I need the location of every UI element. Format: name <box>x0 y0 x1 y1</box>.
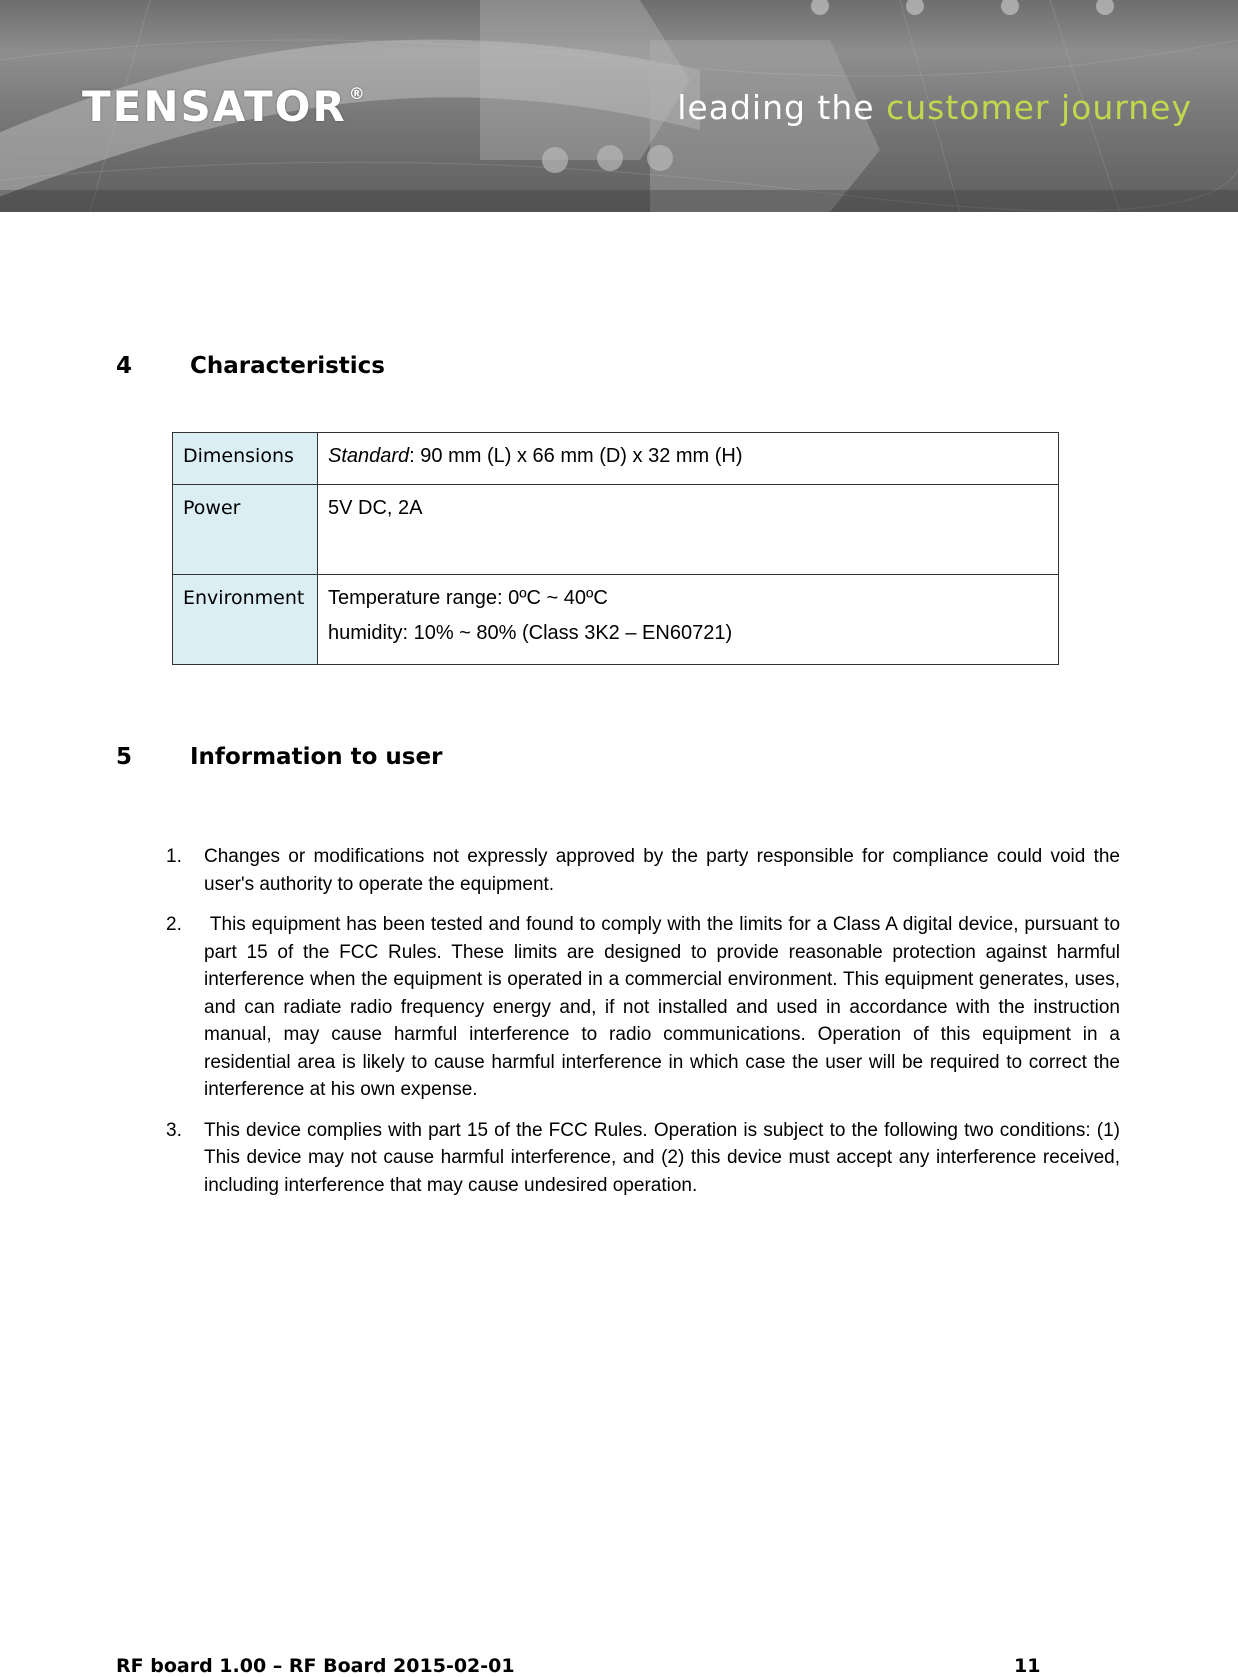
slogan <box>677 88 1192 127</box>
user-information-list <box>166 843 1126 1212</box>
list-item-text: Changes or modifications not expressly approved by the party responsible for compliance could void the user's authority to operate the equipment. <box>204 846 1120 895</box>
list-item-text: This device complies with part 15 of the FCC Rules. Operation is subject to the following two conditions: (1) This device may not cause harmful interference, and (2) this device must accept any interference received, including interference that may cause undesired operation. <box>204 1119 1120 1196</box>
environment-temperature: Temperature range: 0ºC ~ 40ºC <box>328 587 608 609</box>
environment-humidity: humidity: 10% ~ 80% (Class 3K2 – EN60721) <box>328 622 733 644</box>
list-item-number: 3. <box>166 1119 182 1141</box>
section-number: 5 <box>116 744 133 770</box>
footer-document-title: RF board 1.00 – RF Board 2015-02-01 <box>116 1655 515 1677</box>
list-item-number: 1. <box>166 846 182 867</box>
slogan-green-part: customer journey <box>886 88 1192 127</box>
dimensions-text: : 90 mm (L) x 66 mm (D) x 32 mm (H) <box>409 445 743 467</box>
power-label: Power <box>173 485 318 575</box>
environment-value <box>318 575 1059 665</box>
table-row <box>173 433 1059 485</box>
power-value: 5V DC, 2A <box>318 485 1059 575</box>
table-row <box>173 485 1059 575</box>
section-title: Information to user <box>190 744 443 770</box>
logo-text: TENSATOR <box>82 82 347 131</box>
list-item-number: 2. <box>166 914 182 935</box>
dimensions-prefix: Standard <box>328 445 410 467</box>
list-item-text: This equipment has been tested and found to comply with the limits for a Class A digital device, pursuant to part 15 of the FCC Rules. These limits are designed to provide reasonable protection against harmful interference when the equipment is operated in a commercial environment. This equipment generates, uses, and can radiate radio frequency energy and, if not installed and used in accordance with the instruction manual, may cause harmful interference to radio communications. Operation of this equipment in a residential area is likely to cause harmful interference in which case the user will be required to correct the interference at his own expense. <box>204 914 1126 1100</box>
list-item <box>166 843 1120 898</box>
slogan-white-part: leading the <box>677 88 875 127</box>
tensator-logo <box>82 82 367 131</box>
list-item <box>166 1117 1120 1200</box>
list-item <box>166 911 1126 1104</box>
page-number: 11 <box>1014 1655 1041 1677</box>
section-title: Characteristics <box>190 353 385 379</box>
table-row <box>173 575 1059 665</box>
registered-mark: ® <box>348 84 367 103</box>
characteristics-table <box>172 432 1059 665</box>
environment-label: Environment <box>173 575 318 665</box>
dimensions-label: Dimensions <box>173 433 318 485</box>
section-number: 4 <box>116 353 133 379</box>
header-banner <box>0 0 1238 212</box>
dimensions-value <box>318 433 1059 485</box>
